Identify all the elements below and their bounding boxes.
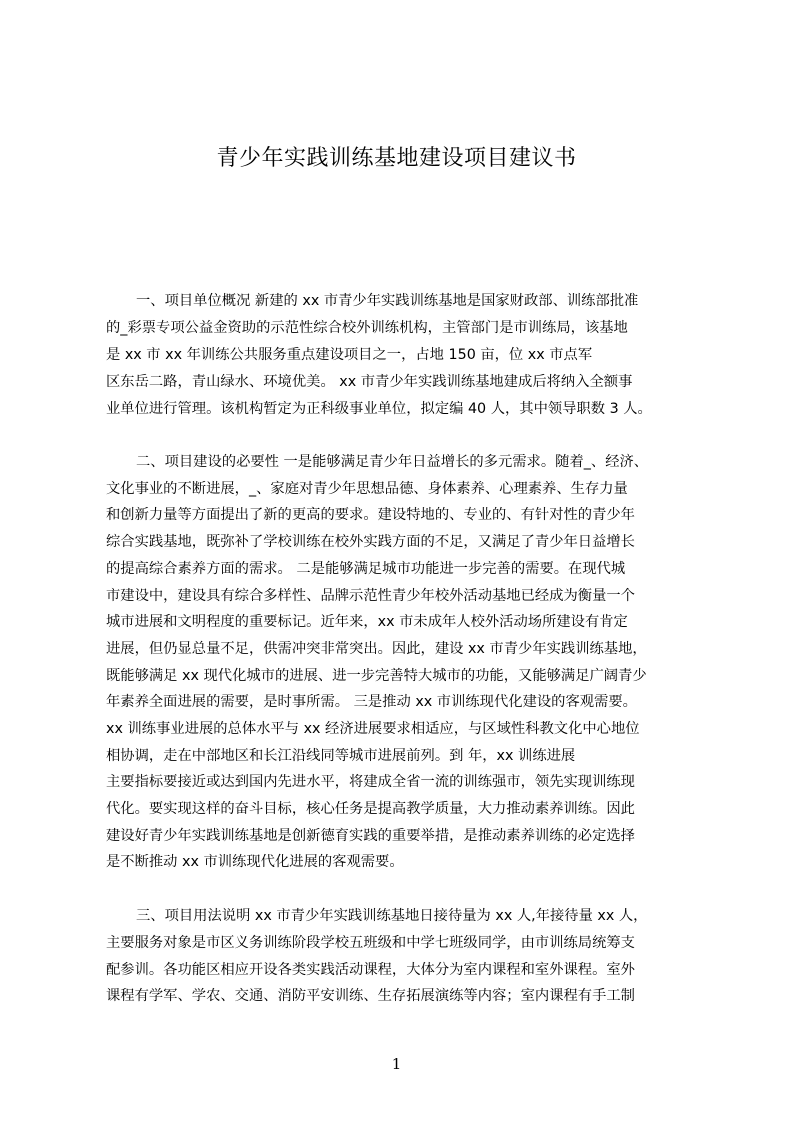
paragraph-2-line-1: 二、项目建设的必要性 一是能够满足青少年日益增长的多元需求。随着_、经济、: [136, 454, 649, 470]
paragraph-3-line-4: 课程有学军、学农、交通、消防平安训练、生存拓展演练等内容；室内课程有手工制: [106, 988, 635, 1004]
paragraph-2-line-15: 建设好青少年实践训练基地是创新德育实践的重要举措，是推动素养训练的必定选择: [106, 828, 635, 844]
document-title: 青少年实践训练基地建设项目建议书: [216, 146, 577, 171]
paragraph-2-line-16: 是不断推动 xx 市训练现代化进展的客观需要。: [106, 854, 404, 870]
paragraph-2-line-8: 进展，但仍显总量不足，供需冲突非常突出。因此，建设 xx 市青少年实践训练基地，: [106, 641, 647, 657]
paragraph-3-line-2: 主要服务对象是市区义务训练阶段学校五班级和中学七班级同学，由市训练局统筹支: [106, 935, 635, 951]
paragraph-2-line-14: 代化。要实现这样的奋斗目标，核心任务是提高教学质量，大力推动素养训练。因此: [106, 801, 635, 817]
page-number: 1: [391, 1055, 402, 1073]
paragraph-2-line-5: 的提高综合素养方面的需求。 二是能够满足城市功能进一步完善的需要。在现代城: [106, 561, 626, 577]
paragraph-1-line-4: 区东岳二路，青山绿水、环境优美。 xx 市青少年实践训练基地建成后将纳入全额事: [106, 374, 633, 390]
paragraph-2-line-4: 综合实践基地，既弥补了学校训练在校外实践方面的不足，又满足了青少年日益增长: [106, 534, 635, 550]
paragraph-2-line-9: 既能够满足 xx 现代化城市的进展、进一步完善特大城市的功能，又能够满足广阔青少: [106, 668, 647, 684]
paragraph-2-line-2: 文化事业的不断进展，_、家庭对青少年思想品德、身体素养、心理素养、生存力量: [106, 481, 628, 497]
paragraph-2-line-6: 市建设中，建设具有综合多样性、品牌示范性青少年校外活动基地已经成为衡量一个: [106, 588, 635, 604]
paragraph-1-line-3: 是 xx 市 xx 年训练公共服务重点建设项目之一，占地 150 亩，位 xx 市点军: [106, 347, 593, 363]
paragraph-3-line-1: 三、项目用法说明 xx 市青少年实践训练基地日接待量为 xx 人,年接待量 xx 人，: [136, 908, 648, 924]
paragraph-2-line-12: 相协调，走在中部地区和长江沿线同等城市进展前列。到 年，xx 训练进展: [106, 748, 576, 764]
paragraph-2-line-3: 和创新力量等方面提出了新的更高的要求。建设特地的、专业的、有针对性的青少年: [106, 507, 635, 523]
paragraph-2-line-10: 年素养全面进展的需要，是时事所需。 三是推动 xx 市训练现代化建设的客观需要。: [106, 694, 637, 710]
paragraph-1-line-1: 一、项目单位概况 新建的 xx 市青少年实践训练基地是国家财政部、训练部批准: [136, 293, 639, 309]
paragraph-3-line-3: 配参训。各功能区相应开设各类实践活动课程，大体分为室内课程和室外课程。室外: [106, 962, 635, 978]
paragraph-2-line-7: 城市进展和文明程度的重要标记。近年来，xx 市未成年人校外活动场所建设有肯定: [106, 614, 628, 630]
paragraph-1-line-2: 的_彩票专项公益金资助的示范性综合校外训练机构，主管部门是市训练局，该基地: [106, 320, 628, 336]
paragraph-2-line-11: xx 训练事业进展的总体水平与 xx 经济进展要求相适应，与区域性科教文化中心地位: [106, 721, 640, 737]
paragraph-1-line-5: 业单位进行管理。该机构暂定为正科级事业单位，拟定编 40 人，其中领导职数 3 人。: [106, 401, 652, 417]
paragraph-2-line-13: 主要指标要接近或达到国内先进水平，将建成全省一流的训练强市，领先实现训练现: [106, 774, 635, 790]
